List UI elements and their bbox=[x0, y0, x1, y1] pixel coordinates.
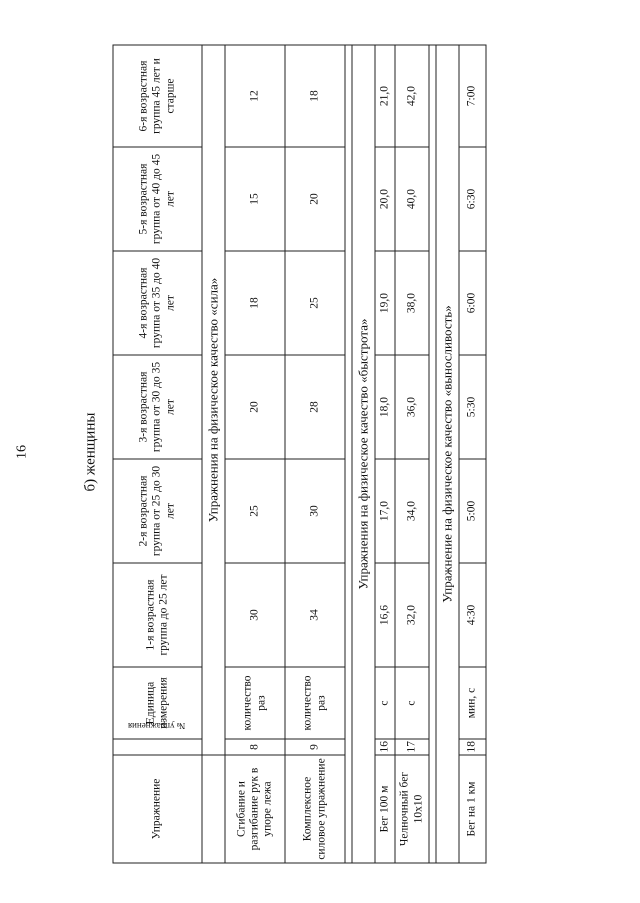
exercise-number: 9 bbox=[285, 739, 345, 755]
value-cell: 25 bbox=[225, 459, 285, 563]
value-cell: 20 bbox=[285, 147, 345, 251]
exercise-name: Комплексное силовое упражнение bbox=[285, 755, 345, 863]
value-cell: 17,0 bbox=[375, 459, 395, 563]
table-row bbox=[395, 45, 429, 863]
exercise-name: Бег на 1 км bbox=[459, 755, 486, 863]
table-row bbox=[285, 45, 345, 863]
value-cell: 30 bbox=[225, 563, 285, 667]
section-title-endurance: Упражнение на физическое качество «выносливость» bbox=[436, 45, 459, 863]
standards-table bbox=[112, 44, 486, 863]
page-number: 16 bbox=[14, 444, 29, 459]
exercise-number: 16 bbox=[375, 739, 395, 755]
value-cell: 36,0 bbox=[395, 355, 429, 459]
value-cell: 15 bbox=[225, 147, 285, 251]
header-unit: Единица измерения bbox=[113, 667, 202, 739]
exercise-number: 8 bbox=[225, 739, 285, 755]
header-group-6: 6-я возрастная группа 45 лет и старше bbox=[113, 45, 202, 147]
exercise-number: 17 bbox=[395, 739, 429, 755]
value-cell: 4:30 bbox=[459, 563, 486, 667]
value-cell: 38,0 bbox=[395, 251, 429, 355]
section-title-row bbox=[352, 45, 375, 863]
value-cell: 5:00 bbox=[459, 459, 486, 563]
header-number: № упражнения bbox=[113, 739, 202, 755]
value-cell: 12 bbox=[225, 45, 285, 147]
spacer-row bbox=[429, 45, 436, 863]
value-cell: 32,0 bbox=[395, 563, 429, 667]
value-cell: 7:00 bbox=[459, 45, 486, 147]
value-cell: 42,0 bbox=[395, 45, 429, 147]
exercise-unit: с bbox=[375, 667, 395, 739]
value-cell: 21,0 bbox=[375, 45, 395, 147]
value-cell: 18 bbox=[285, 45, 345, 147]
value-cell: 34 bbox=[285, 563, 345, 667]
exercise-unit: с bbox=[395, 667, 429, 739]
value-cell: 28 bbox=[285, 355, 345, 459]
value-cell: 25 bbox=[285, 251, 345, 355]
table-row bbox=[375, 45, 395, 863]
value-cell: 34,0 bbox=[395, 459, 429, 563]
header-group-4: 4-я возрастная группа от 35 до 40 лет bbox=[113, 251, 202, 355]
spacer-row bbox=[345, 45, 352, 863]
table-row bbox=[459, 45, 486, 863]
value-cell: 18 bbox=[225, 251, 285, 355]
value-cell: 20 bbox=[225, 355, 285, 459]
header-group-5: 5-я возрастная группа от 40 до 45 лет bbox=[113, 147, 202, 251]
exercise-unit: мин, с bbox=[459, 667, 486, 739]
value-cell: 40,0 bbox=[395, 147, 429, 251]
section-title-row bbox=[202, 45, 225, 863]
value-cell: 5:30 bbox=[459, 355, 486, 459]
value-cell: 6:30 bbox=[459, 147, 486, 251]
value-cell: 19,0 bbox=[375, 251, 395, 355]
table-row bbox=[225, 45, 285, 863]
section-title-speed: Упражнения на физическое качество «быстрота» bbox=[352, 45, 375, 863]
exercise-number: 18 bbox=[459, 739, 486, 755]
header-group-2: 2-я возрастная группа от 25 до 30 лет bbox=[113, 459, 202, 563]
section-title-strength: Упражнения на физическое качество «сила» bbox=[202, 45, 225, 755]
exercise-name: Сгибание и разгибание рук в упоре лежа bbox=[225, 755, 285, 863]
header-row bbox=[113, 45, 202, 863]
exercise-name: Челночный бег 10х10 bbox=[395, 755, 429, 863]
value-cell: 30 bbox=[285, 459, 345, 563]
exercise-unit: количество раз bbox=[285, 667, 345, 739]
exercise-name: Бег 100 м bbox=[375, 755, 395, 863]
header-group-3: 3-я возрастная группа от 30 до 35 лет bbox=[113, 355, 202, 459]
value-cell: 20,0 bbox=[375, 147, 395, 251]
value-cell: 6:00 bbox=[459, 251, 486, 355]
value-cell: 18,0 bbox=[375, 355, 395, 459]
exercise-unit: количество раз bbox=[225, 667, 285, 739]
header-exercise: Упражнение bbox=[113, 755, 202, 863]
value-cell: 16,6 bbox=[375, 563, 395, 667]
section-spacer bbox=[202, 755, 225, 863]
table-subtitle: б) женщины bbox=[82, 412, 98, 491]
section-title-row bbox=[436, 45, 459, 863]
header-group-1: 1-я возрастная группа до 25 лет bbox=[113, 563, 202, 667]
